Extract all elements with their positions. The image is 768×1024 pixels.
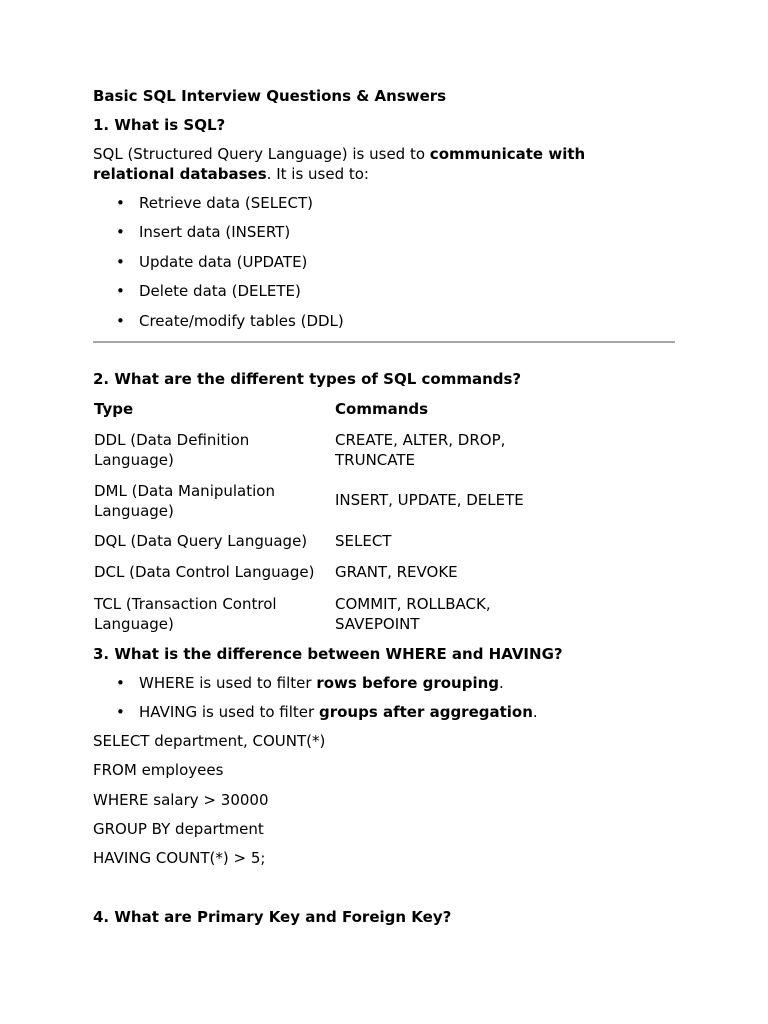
code-line: SELECT department, COUNT(*) bbox=[93, 732, 326, 750]
list-item-tail: . bbox=[532, 703, 538, 721]
table-cell-type bbox=[94, 431, 249, 470]
bullet-icon: • bbox=[116, 223, 125, 241]
q1-intro-tail: . It is used to: bbox=[266, 165, 369, 183]
list-item bbox=[139, 674, 504, 693]
code-line: WHERE salary > 30000 bbox=[93, 791, 269, 809]
bullet-icon: • bbox=[116, 194, 125, 212]
list-item bbox=[139, 703, 538, 722]
list-item: Update data (UPDATE) bbox=[139, 253, 308, 271]
bullet-icon: • bbox=[116, 282, 125, 300]
q1-intro-bold-2: relational databases bbox=[93, 165, 267, 183]
list-item-text: WHERE is used to filter bbox=[139, 674, 317, 692]
table-cell-type: DCL (Data Control Language) bbox=[94, 563, 315, 581]
list-item-tail: . bbox=[499, 674, 504, 692]
list-item-text: HAVING is used to filter bbox=[139, 703, 319, 721]
bullet-icon: • bbox=[116, 312, 125, 330]
code-line: FROM employees bbox=[93, 761, 224, 779]
horizontal-divider bbox=[93, 341, 675, 343]
table-cell-commands bbox=[335, 491, 524, 511]
table-cell-line: Language) bbox=[94, 450, 174, 469]
bullet-icon: • bbox=[116, 253, 125, 271]
q1-intro-text: SQL (Structured Query Language) is used to bbox=[93, 145, 430, 163]
document-title: Basic SQL Interview Questions & Answers bbox=[93, 87, 447, 105]
table-cell-line: INSERT, UPDATE, DELETE bbox=[335, 491, 524, 509]
table-cell-line: TRUNCATE bbox=[335, 450, 415, 469]
table-cell-line: CREATE, ALTER, DROP, bbox=[335, 431, 506, 449]
list-item-bold: rows before grouping bbox=[316, 674, 500, 692]
table-cell-commands: GRANT, REVOKE bbox=[335, 563, 458, 581]
list-item: Delete data (DELETE) bbox=[139, 282, 301, 300]
q1-heading: 1. What is SQL? bbox=[93, 116, 226, 134]
table-cell-line: COMMIT, ROLLBACK, bbox=[335, 595, 491, 613]
list-item: Insert data (INSERT) bbox=[139, 223, 291, 241]
table-cell-commands: SELECT bbox=[335, 532, 392, 550]
table-cell-line: DML (Data Manipulation bbox=[94, 482, 275, 500]
q1-intro-line2 bbox=[93, 165, 369, 184]
q4-heading: 4. What are Primary Key and Foreign Key? bbox=[93, 908, 452, 926]
table-header-commands: Commands bbox=[335, 400, 429, 418]
table-cell-commands bbox=[335, 431, 505, 470]
list-item-bold: groups after aggregation bbox=[318, 703, 533, 721]
q3-heading: 3. What is the difference between WHERE and HAVING? bbox=[93, 645, 563, 663]
table-cell-line: SAVEPOINT bbox=[335, 614, 420, 633]
bullet-icon: • bbox=[116, 703, 125, 721]
table-cell-commands bbox=[335, 595, 491, 634]
code-line: GROUP BY department bbox=[93, 820, 264, 838]
table-cell-line: Language) bbox=[94, 614, 174, 633]
table-cell-type: DQL (Data Query Language) bbox=[94, 532, 308, 550]
table-cell-line: TCL (Transaction Control bbox=[94, 595, 277, 613]
list-item: Create/modify tables (DDL) bbox=[139, 312, 344, 330]
table-cell-type bbox=[94, 595, 277, 634]
q1-intro-bold-1: communicate with bbox=[429, 145, 586, 163]
table-cell-line: DDL (Data Definition bbox=[94, 431, 250, 449]
table-header-type: Type bbox=[94, 400, 134, 418]
code-line: HAVING COUNT(*) > 5; bbox=[93, 849, 266, 867]
list-item: Retrieve data (SELECT) bbox=[139, 194, 314, 212]
q1-intro-line1 bbox=[93, 145, 585, 164]
q2-heading: 2. What are the different types of SQL commands? bbox=[93, 370, 522, 388]
bullet-icon: • bbox=[116, 674, 125, 692]
table-cell-line: Language) bbox=[94, 501, 174, 520]
table-cell-type bbox=[94, 482, 275, 521]
